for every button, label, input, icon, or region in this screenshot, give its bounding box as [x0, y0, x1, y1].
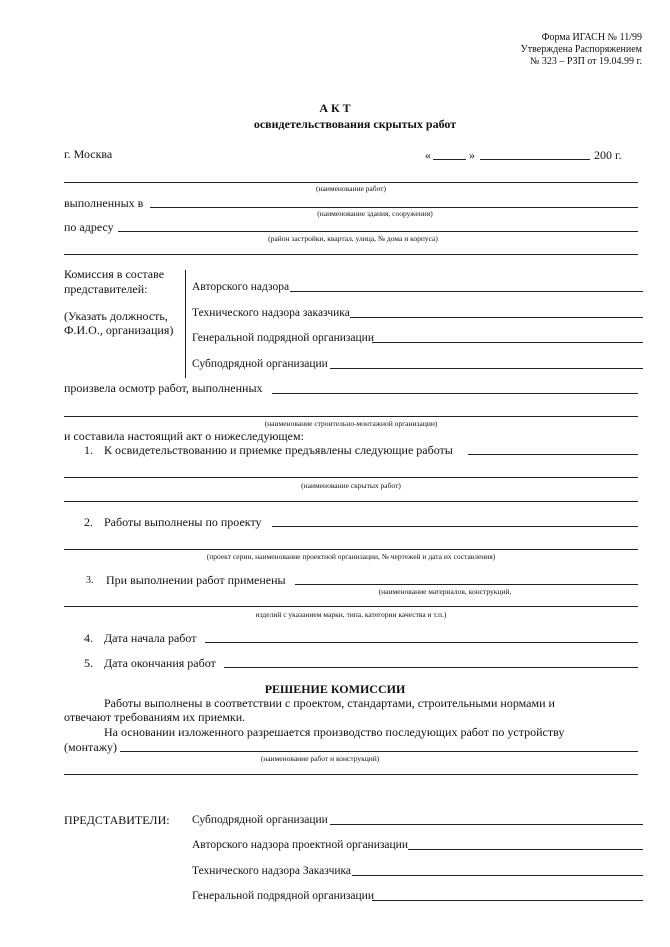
- item-2-number: 2.: [84, 515, 93, 529]
- member-subcontractor-field[interactable]: [330, 368, 643, 369]
- commission-divider: [185, 270, 186, 378]
- address-extra-field[interactable]: [64, 254, 638, 255]
- form-number: Форма ИГАСН № 11/99: [541, 32, 642, 43]
- date-month-field[interactable]: [480, 159, 590, 160]
- rep-customer-supervision-field[interactable]: [352, 875, 643, 876]
- decision-field-2[interactable]: [64, 774, 638, 775]
- member-general-contractor-field[interactable]: [372, 342, 643, 343]
- caption-hidden-works: (наименование скрытых работ): [301, 481, 401, 490]
- member-general-contractor: Генеральной подрядной организации: [192, 332, 374, 344]
- date-year: 200 г.: [594, 148, 622, 162]
- rep-subcontractor: Субподрядной организации: [192, 814, 328, 826]
- item-3-field[interactable]: [295, 584, 638, 585]
- item-2-field-2[interactable]: [64, 549, 638, 550]
- item-4-number: 4.: [84, 631, 93, 645]
- performed-in-label: выполненных в: [64, 196, 144, 210]
- end-date-field[interactable]: [224, 667, 638, 668]
- caption-materials: (наименование материалов, конструкций,: [378, 587, 512, 596]
- decision-text-2: отвечают требованиям их приемки.: [64, 710, 246, 724]
- decision-title: РЕШЕНИЕ КОМИССИИ: [264, 682, 406, 696]
- member-customer-supervision-field[interactable]: [350, 317, 643, 318]
- item-2-label: Работы выполнены по проекту: [104, 515, 262, 529]
- item-3-field-2[interactable]: [64, 606, 638, 607]
- caption-works-name: (наименование работ): [315, 184, 387, 193]
- rep-author-supervision-field[interactable]: [408, 849, 643, 850]
- rep-customer-supervision: Технического надзора Заказчика: [192, 865, 352, 877]
- item-1-field-2[interactable]: [64, 477, 638, 478]
- item-1-number: 1.: [84, 443, 93, 457]
- decision-text-4: (монтажу): [64, 740, 118, 754]
- caption-works-constructions: (наименование работ и конструкций): [260, 754, 380, 763]
- item-1-field[interactable]: [468, 454, 638, 455]
- rep-subcontractor-field[interactable]: [330, 824, 643, 825]
- decision-text-1: Работы выполнены в соответствии с проектом, стандартами, строительными нормами и: [104, 696, 555, 710]
- caption-project: (проект серии, наименование проектной организации, № чертежей и дата их составления): [206, 552, 496, 561]
- caption-building: (наименование здания, сооружения): [317, 209, 433, 218]
- rep-author-supervision: Авторского надзора проектной организации: [192, 839, 408, 851]
- address-label: по адресу: [64, 220, 114, 234]
- order-number: № 323 – РЗП от 19.04.99 г.: [529, 56, 642, 67]
- commission-hint-2: Ф.И.О., организация): [64, 323, 174, 337]
- member-author-supervision: Авторского надзора: [192, 281, 290, 293]
- inspection-field[interactable]: [272, 393, 638, 394]
- member-subcontractor: Субподрядной организации: [192, 358, 328, 370]
- commission-label-2: представителей:: [64, 282, 148, 296]
- item-4-label: Дата начала работ: [104, 631, 197, 645]
- item-5-number: 5.: [84, 656, 93, 670]
- city: г. Москва: [64, 147, 113, 161]
- building-field[interactable]: [150, 207, 638, 208]
- commission-hint: (Указать должность,: [64, 309, 168, 323]
- item-5-label: Дата окончания работ: [104, 656, 216, 670]
- works-name-field[interactable]: [64, 182, 638, 183]
- address-field[interactable]: [118, 231, 638, 232]
- date-quote-close: »: [469, 148, 475, 162]
- caption-org: (наименование строительно-монтажной организации): [264, 419, 438, 428]
- approval-note: Утверждена Распоряжением: [520, 44, 642, 55]
- caption-products: изделий с указанием марки, типа, категории качества и т.п.): [255, 610, 447, 619]
- decision-text-3: На основании изложенного разрешается производство последующих работ по устройству: [104, 725, 565, 739]
- item-1-label: К освидетельствованию и приемке предъявлены следующие работы: [104, 443, 453, 457]
- date-quote-open: «: [425, 148, 431, 162]
- representatives-label: ПРЕДСТАВИТЕЛИ:: [64, 813, 170, 827]
- caption-address: (район застройки, квартал, улица, № дома и корпуса): [268, 234, 438, 243]
- date-day-field[interactable]: [433, 159, 466, 160]
- item-2-field[interactable]: [272, 526, 638, 527]
- member-author-supervision-field[interactable]: [290, 291, 643, 292]
- rep-general-contractor: Генеральной подрядной организации: [192, 890, 374, 902]
- inspection-intro: и составила настоящий акт о нижеследующем:: [64, 429, 304, 443]
- rep-general-contractor-field[interactable]: [372, 900, 643, 901]
- item-3-number: 3.: [86, 575, 94, 586]
- inspection-field-2[interactable]: [64, 416, 638, 417]
- doc-title: А К Т: [319, 101, 351, 115]
- item-3-label: При выполнении работ применены: [106, 573, 286, 587]
- decision-field[interactable]: [120, 751, 638, 752]
- inspection-label: произвела осмотр работ, выполненных: [64, 381, 263, 395]
- commission-label: Комиссия в составе: [64, 267, 165, 281]
- doc-subtitle: освидетельствования скрытых работ: [253, 117, 457, 131]
- start-date-field[interactable]: [205, 642, 638, 643]
- member-customer-supervision: Технического надзора заказчика: [192, 307, 350, 319]
- item-1-field-3[interactable]: [64, 501, 638, 502]
